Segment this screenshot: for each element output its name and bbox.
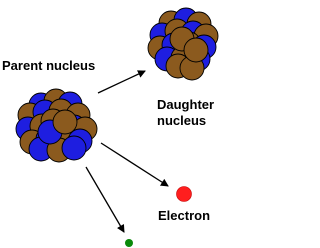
- daughter-nucleus-label-line1: Daughter: [157, 97, 215, 112]
- daughter-nucleon-proton: [184, 38, 208, 62]
- electron-label: Electron: [158, 208, 211, 223]
- daughter-nucleus: [148, 8, 218, 80]
- parent-nucleus: [16, 89, 97, 162]
- parent-nucleus-label: Parent nucleus: [2, 58, 96, 73]
- electron-particle: [177, 187, 192, 202]
- daughter-nucleus-label-line2: nucleus: [157, 113, 207, 128]
- arrow-to-antineutrino: [86, 167, 124, 232]
- parent-nucleon-proton: [53, 110, 77, 134]
- arrow-to-daughter: [98, 71, 145, 93]
- arrow-to-electron: [101, 143, 168, 186]
- antineutrino-particle: [125, 239, 133, 247]
- parent-nucleon-neutron: [62, 136, 86, 160]
